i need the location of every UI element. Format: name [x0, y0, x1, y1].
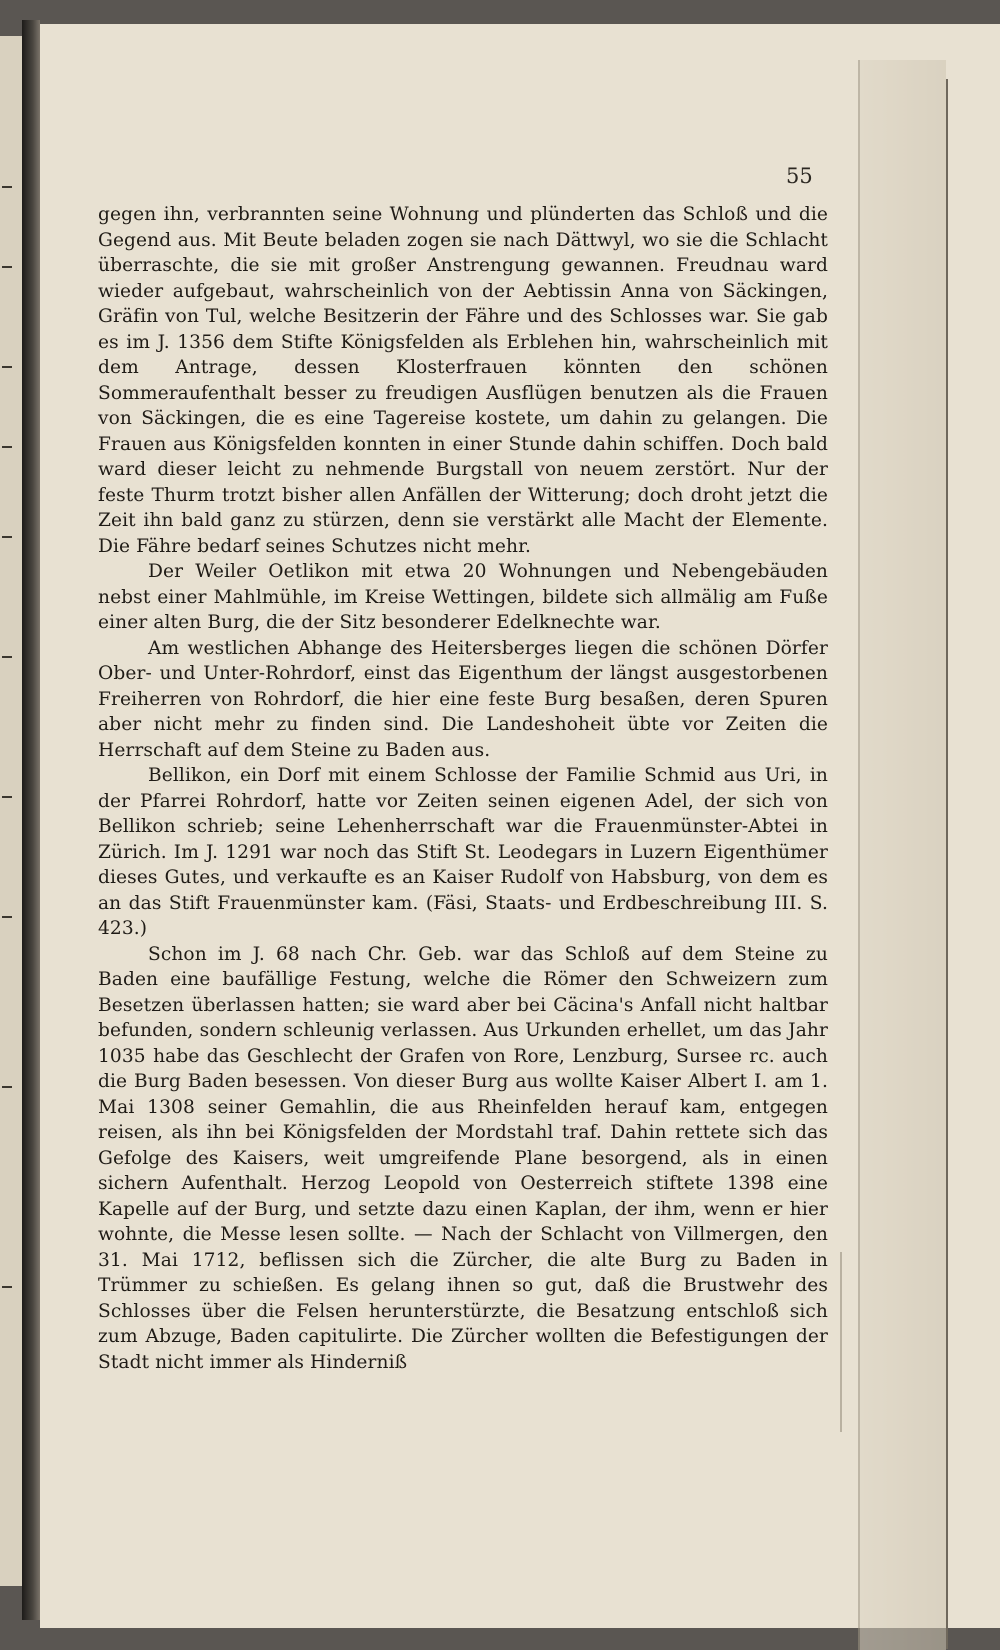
left-page-edge	[0, 36, 24, 1586]
page-edge	[858, 60, 946, 1650]
page-number: 55	[786, 164, 813, 188]
paragraph: Bellikon, ein Dorf mit einem Schlosse der Familie Schmid aus Uri, in der Pfarrei Rohrdorf, hatte vor Zeiten seinen eigenen Adel, der sich von Bellikon schrieb; seine Lehenherrschaft war die Frauenmünster-Abtei in Zürich. Im J. 1291 war noch das Stift St. Leodegars in Luzern Eigenthümer dieses Gutes, und verkaufte es an Kaiser Rudolf von Habsburg, von dem es an das Stift Frauenmünster kam. (Fäsi, Staats- und Erdbeschreibung III. S. 423.)	[98, 765, 828, 939]
left-page-mark	[2, 266, 12, 268]
page-edge-line	[946, 79, 948, 1649]
left-page-mark	[2, 656, 12, 658]
left-page-mark	[2, 446, 12, 448]
book-page	[40, 24, 1000, 1628]
pencil-margin-mark	[840, 1252, 842, 1432]
left-page-mark	[2, 796, 12, 798]
paragraph: Der Weiler Oetlikon mit etwa 20 Wohnungen und Nebengebäuden nebst einer Mahlmühle, im Kreise Wettingen, bildete sich allmälig am Fuße einer alten Burg, die der Sitz besonderer Edelknechte war.	[98, 561, 828, 633]
paragraph: gegen ihn, verbrannten seine Wohnung und plünderten das Schloß und die Gegend aus. Mit Beute beladen zogen sie nach Dättwyl, wo sie die Schlacht überraschte, die sie mit großer Anstrengung gewannen. Freudnau ward wieder aufgebaut, wahrscheinlich von der Aebtissin Anna von Säckingen, Gräfin von Tul, welche Besitzerin der Fähre und des Schlosses war. Sie gab es im J. 1356 dem Stifte Königsfelden als Erblehen hin, wahrscheinlich mit dem Antrage, dessen Klosterfrauen könnten den schönen Sommeraufenthalt besser zu freudigen Ausflügen benutzen als die Frauen von Säckingen, die es eine Tagereise kostete, um dahin zu gelangen. Die Frauen aus Königsfelden konnten in einer Stunde dahin schiffen. Doch bald ward dieser leicht zu nehmende Burgstall von neuem zerstört. Nur der feste Thurm trotzt bisher allen Anfällen der Witterung; doch droht jetzt die Zeit ihn bald ganz zu stürzen, denn sie verstärkt alle Macht der Elemente. Die Fähre bedarf seines Schutzes nicht mehr.	[98, 204, 828, 557]
paragraph: Am westlichen Abhange des Heitersberges liegen die schönen Dörfer Ober- und Unter-Rohrdorf, einst das Eigenthum der längst ausgestorbenen Freiherren von Rohrdorf, die hier eine feste Burg besaßen, deren Spuren aber nicht mehr zu finden sind. Die Landeshoheit übte vor Zeiten die Herrschaft auf dem Steine zu Baden aus.	[98, 637, 828, 761]
left-page-mark	[2, 1086, 12, 1088]
left-page-mark	[2, 536, 12, 538]
left-page-mark	[2, 1286, 12, 1288]
left-page-mark	[2, 366, 12, 368]
text-body	[98, 202, 828, 1375]
book-gutter	[22, 20, 40, 1620]
left-page-mark	[2, 916, 12, 918]
paragraph: Schon im J. 68 nach Chr. Geb. war das Schloß auf dem Steine zu Baden eine baufällige Festung, welche die Römer den Schweizern zum Besetzen überlassen hatten; sie ward aber bei Cäcina's Anfall nicht haltbar befunden, sondern schleunig verlassen. Aus Urkunden erhellet, um das Jahr 1035 habe das Geschlecht der Grafen von Rore, Lenzburg, Sursee rc. auch die Burg Baden besessen. Von dieser Burg aus wollte Kaiser Albert I. am 1. Mai 1308 seiner Gemahlin, die aus Rheinfelden herauf kam, entgegen reisen, als ihn bei Königsfelden der Mordstahl traf. Dahin rettete sich das Gefolge des Kaisers, weit umgreifende Plane besorgend, als in einen sichern Aufenthalt. Herzog Leopold von Oesterreich stiftete 1398 eine Kapelle auf der Burg, und setzte dazu einen Kaplan, der ihm, wenn er hier wohnte, die Messe lesen sollte. — Nach der Schlacht von Villmergen, den 31. Mai 1712, beflissen sich die Zürcher, die alte Burg zu Baden in Trümmer zu schießen. Es gelang ihnen so gut, daß die Brustwehr des Schlosses über die Felsen herunterstürzte, die Besatzung entschloß sich zum Abzuge, Baden capitulirte. Die Zürcher wollten die Befestigungen der Stadt nicht immer als Hinderniß	[98, 943, 828, 1373]
left-page-mark	[2, 186, 12, 188]
